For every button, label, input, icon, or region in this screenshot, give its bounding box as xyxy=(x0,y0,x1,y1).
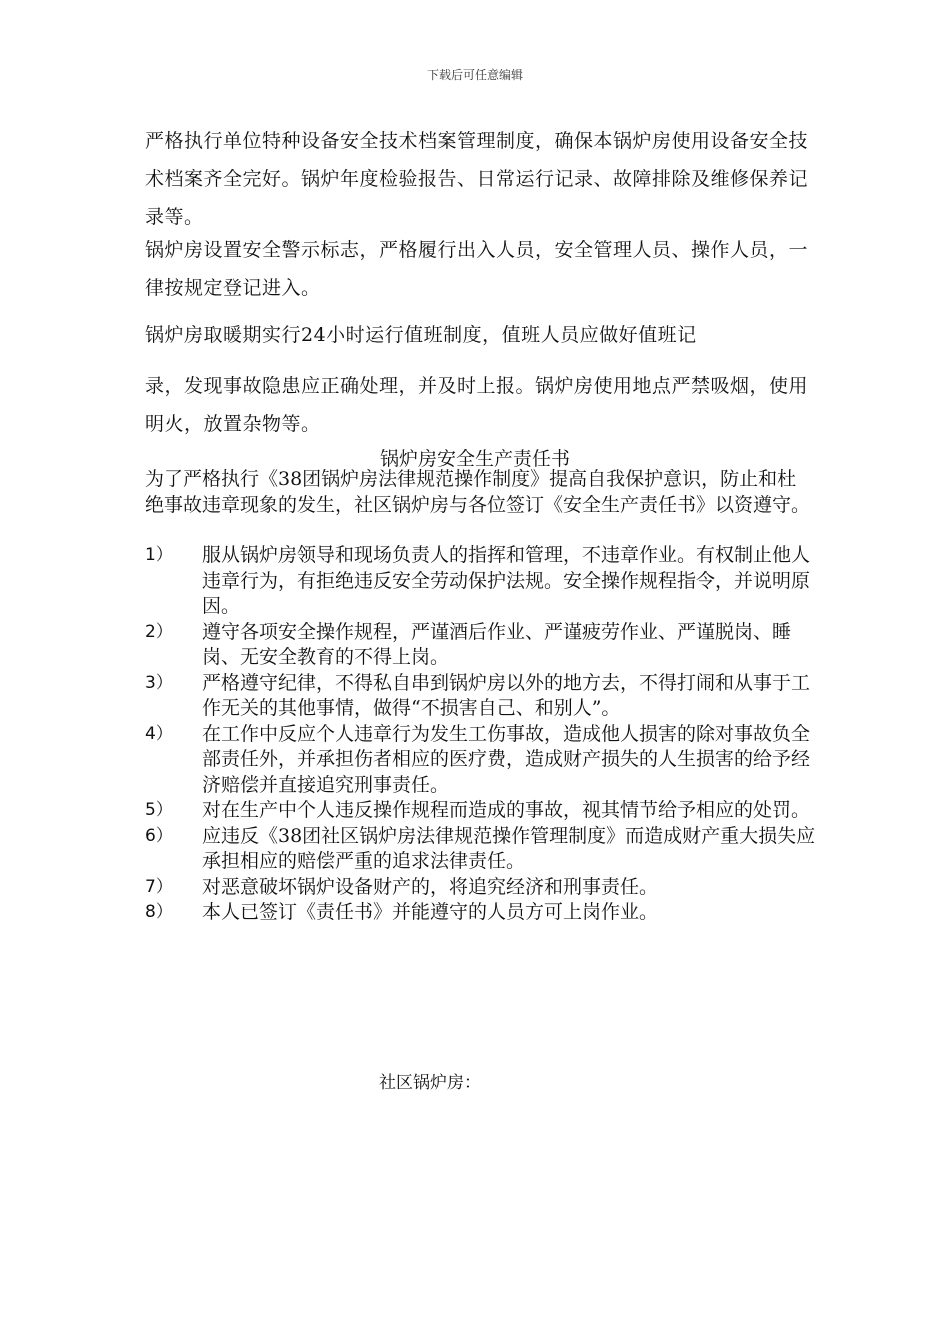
list-item-number: 5） xyxy=(145,800,173,820)
paragraph-duty-shift: 锅炉房取暖期实行24小时运行值班制度，值班人员应做好值班记 xyxy=(145,324,697,346)
list-item xyxy=(145,824,825,875)
paragraph-archives: 严格执行单位特种设备安全技术档案管理制度，确保本锅炉房使用设备安全技术档案齐全完好。锅炉年度检验报告、日常运行记录、故障排除及维修保养记录等。 xyxy=(145,130,809,228)
list-item-number: 7） xyxy=(145,876,173,897)
signature-label: 社区锅炉房： xyxy=(379,1073,481,1093)
list-item-text: 应违反《38团社区锅炉房法律规范操作管理制度》而造成财产重大损失应承担相应的赔偿严重的追求法律责任。 xyxy=(202,824,816,872)
list-item-number: 2） xyxy=(145,621,173,642)
page-header-note: 下载后可任意编辑 xyxy=(426,68,523,82)
list-item-number: 3） xyxy=(145,672,173,693)
list-item-text: 对恶意破坏锅炉设备财产的，将追究经济和刑事责任。 xyxy=(202,875,659,898)
list-item xyxy=(145,671,825,722)
list-item-number: 4） xyxy=(145,723,173,744)
list-item-number: 6） xyxy=(145,825,173,846)
list-item-text: 遵守各项安全操作规程，严谨酒后作业、严谨疲劳作业、严谨脱岗、睡岗、无安全教育的不得上岗。 xyxy=(202,620,792,668)
list-item-text: 在工作中反应个人违章行为发生工伤事故，造成他人损害的除对事故负全部责任外，并承担伤者相应的医疗费，造成财产损失的人生损害的给予经济赔偿并直接追究刑事责任。 xyxy=(202,722,811,796)
paragraph-warning-signs: 锅炉房设置安全警示标志，严格履行出入人员，安全管理人员、操作人员，一律按规定登记进入。 xyxy=(145,239,809,299)
intro-paragraph: 为了严格执行《38团锅炉房法律规范操作制度》提高自我保护意识，防止和杜绝事故违章现象的发生，社区锅炉房与各位签订《安全生产责任书》以资遵守。 xyxy=(145,468,811,516)
list-item xyxy=(145,900,825,926)
responsibility-list xyxy=(145,543,825,926)
list-item xyxy=(145,875,825,901)
list-item xyxy=(145,798,825,824)
list-item xyxy=(145,543,825,620)
paragraph-duty-shift-continued: 录，发现事故隐患应正确处理，并及时上报。锅炉房使用地点严禁吸烟，使用明火，放置杂物等。 xyxy=(145,375,809,435)
list-item-text: 对在生产中个人违反操作规程而造成的事故，视其情节给予相应的处罚。 xyxy=(202,799,811,821)
list-item-text: 严格遵守纪律，不得私自串到锅炉房以外的地方去，不得打闹和从事于工作无关的其他事情，做得“不损害自己、和别人”。 xyxy=(202,671,811,719)
list-item xyxy=(145,722,825,799)
list-item xyxy=(145,620,825,671)
document-title: 锅炉房安全生产责任书 xyxy=(379,448,570,470)
list-item-number: 1） xyxy=(145,545,173,565)
list-item-text: 本人已签订《责任书》并能遵守的人员方可上岗作业。 xyxy=(202,901,659,923)
list-item-number: 8） xyxy=(145,902,173,922)
list-item-text: 服从锅炉房领导和现场负责人的指挥和管理，不违章作业。有权制止他人违章行为，有拒绝违反安全劳动保护法规。安全操作规程指令，并说明原因。 xyxy=(202,544,811,617)
